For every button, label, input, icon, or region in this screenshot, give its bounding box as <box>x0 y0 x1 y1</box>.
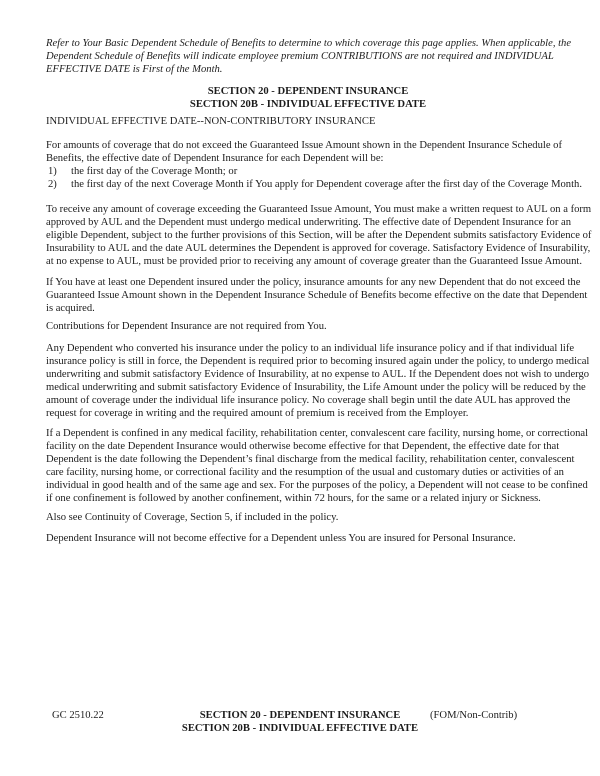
section-subheading: INDIVIDUAL EFFECTIVE DATE--NON-CONTRIBUTORY INSURANCE <box>46 116 376 127</box>
paragraph-evidence-of-insurability: To receive any amount of coverage exceeding the Guaranteed Issue Amount, You must make a written request to AUL on a form approved by AUL and the Dependent must undergo medical underwriting. The effective date of Dependent Insurance for an eligible Dependent, subject to the further provisions of this Section, will be after the Dependent submits satisfactory Evidence of Insurability to AUL and the date AUL determines the Dependent is approved for coverage. Satisfactory Evidence of Insurability, at no expense to AUL, must be provided prior to receiving any amount of coverage greater than the Guaranteed Issue Amount. <box>46 204 592 267</box>
footer-section-title-line2: SECTION 20B - INDIVIDUAL EFFECTIVE DATE <box>181 723 419 734</box>
section-heading-line1: SECTION 20 - DEPENDENT INSURANCE <box>207 86 409 97</box>
footer-form-number: GC 2510.22 <box>52 710 104 721</box>
numbered-list <box>46 165 594 191</box>
paragraph-new-dependent: If You have at least one Dependent insured under the policy, insurance amounts for any new Dependent that do not exceed the Guaranteed Issue Amount shown in the Dependent Insurance Schedule of Benefits become effective on the date that Dependent is acquired. <box>46 277 588 314</box>
section-heading-line2: SECTION 20B - INDIVIDUAL EFFECTIVE DATE <box>189 99 427 110</box>
footer-section-title-line1: SECTION 20 - DEPENDENT INSURANCE <box>199 710 401 721</box>
list-item-number: 1) <box>48 166 57 177</box>
footer-contrib-tag: (FOM/Non-Contrib) <box>430 710 518 721</box>
paragraph-contributions: Contributions for Dependent Insurance are not required from You. <box>46 321 327 332</box>
intro-note: Refer to Your Basic Dependent Schedule of Benefits to determine to which coverage this page applies. When applicable, the Dependent Schedule of Benefits will indicate employee premium CONTRIBUTIONS are not required and INDIVIDUAL EFFECTIVE DATE is First of the Month. <box>46 38 572 75</box>
paragraph-personal-insurance-requirement: Dependent Insurance will not become effective for a Dependent unless You are insured for Personal Insurance. <box>46 533 516 544</box>
paragraph-converted-insurance: Any Dependent who converted his insurance under the policy to an individual life insurance policy and if that individual life insurance policy is still in force, the Dependent is required prior to becoming insured again under the policy, to undergo medical underwriting and submit satisfactory Evidence of Insurability, at no expense to AUL. If the Dependent does not wish to undergo medical underwriting and submit satisfactory Evidence of Insurability, the Life Amount under the policy will be reduced by the amount of coverage under the individual life insurance policy. No coverage shall begin until the date AUL has approved the request for coverage in writing and the required amount of premium is received from the Employer. <box>46 343 590 419</box>
paragraph-list-lead-in: For amounts of coverage that do not exceed the Guaranteed Issue Amount shown in the Dependent Insurance Schedule of Benefits, the effective date of Dependent Insurance for each Dependent will be: <box>46 140 562 164</box>
list-item-text: the first day of the Coverage Month; or <box>71 166 238 177</box>
list-item <box>46 178 594 191</box>
page-footer <box>0 709 600 739</box>
list-item-text: the first day of the next Coverage Month if You apply for Dependent coverage after the first day of the Coverage Month. <box>71 179 582 190</box>
list-item-number: 2) <box>48 179 57 190</box>
section-heading <box>34 85 582 111</box>
paragraph-continuity-reference: Also see Continuity of Coverage, Section 5, if included in the policy. <box>46 512 339 523</box>
paragraph-confinement: If a Dependent is confined in any medical facility, rehabilitation center, convalescent care facility, nursing home, or correctional facility on the date Dependent Insurance would otherwise become effective for that Dependent, the effective date for that Dependent is the date following the Dependent’s final discharge from the medical facility, rehabilitation center, convalescent care facility, nursing home, or correctional facility and the resumption of the usual and customary duties or activities of an individual in good health and of the same age and sex. For the purposes of the policy, a Dependent will not cease to be confined if one confinement is followed by another confinement, within 72 hours, for the same or a related injury or Sickness. <box>46 428 589 504</box>
list-item <box>46 165 594 178</box>
